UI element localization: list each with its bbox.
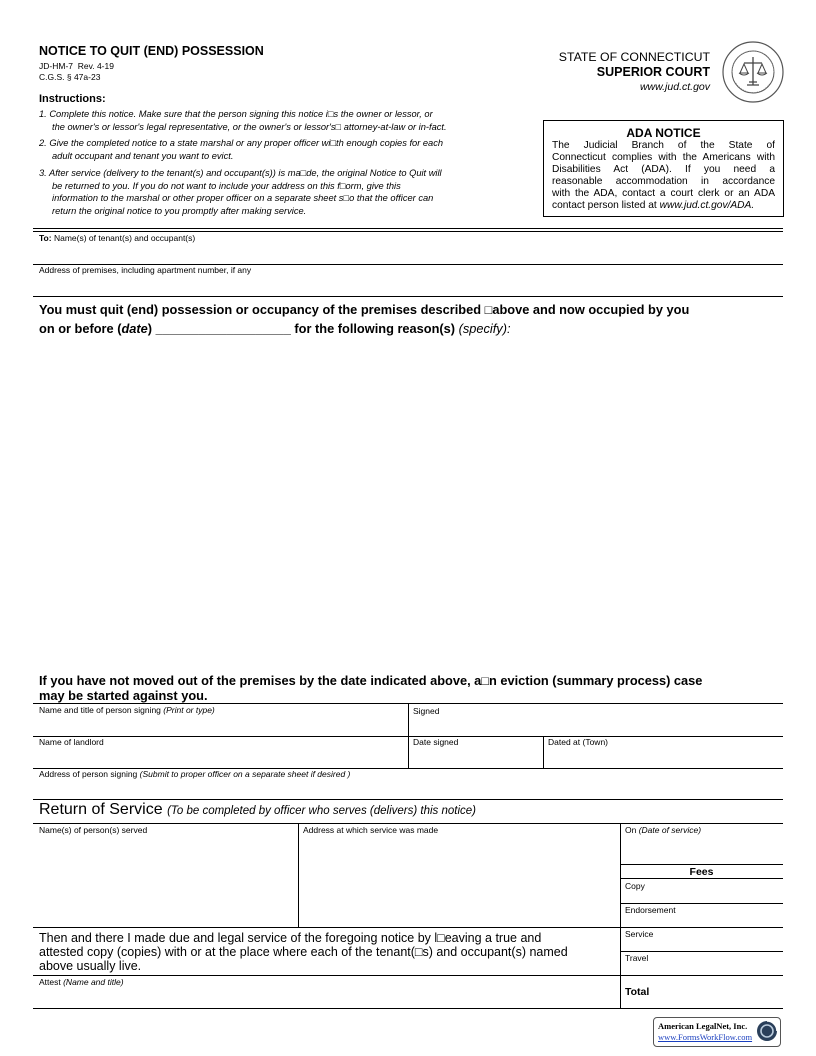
name-title-label bbox=[39, 705, 215, 715]
divider bbox=[33, 975, 783, 976]
divider bbox=[33, 799, 783, 800]
endorsement-fee-field[interactable] bbox=[621, 916, 783, 926]
premises-address-label: Address of premises, including apartment number, if any bbox=[39, 265, 252, 275]
instruction-3-line-3: information to the marshal or other proper officer on a separate sheet s□o that the officer can bbox=[52, 193, 434, 203]
service-fee-label: Service bbox=[625, 929, 654, 939]
attest-field[interactable] bbox=[33, 988, 619, 1007]
tenant-names-field[interactable] bbox=[33, 244, 783, 264]
ada-line-4: reasonable accommodation in accordance bbox=[552, 176, 775, 187]
legalnet-logo bbox=[756, 1020, 778, 1042]
service-date-field[interactable] bbox=[621, 836, 783, 863]
travel-fee-label: Travel bbox=[625, 953, 649, 963]
copy-fee-field[interactable] bbox=[621, 892, 783, 902]
persons-served-label: Name(s) of person(s) served bbox=[39, 825, 148, 835]
form-statute: C.G.S. § 47a-23 bbox=[39, 72, 101, 82]
persons-served-field[interactable] bbox=[33, 836, 297, 926]
form-id bbox=[39, 61, 114, 71]
instructions-heading: Instructions: bbox=[39, 93, 106, 105]
ada-notice-box bbox=[543, 120, 784, 217]
dated-at-label: Dated at (Town) bbox=[548, 737, 608, 747]
form-revision: Rev. 4-19 bbox=[77, 61, 114, 71]
signer-address-label bbox=[39, 769, 350, 779]
divider bbox=[620, 878, 783, 879]
service-statement-line-1: Then and there I made due and legal service of the foregoing notice by l□eaving a true and bbox=[39, 931, 542, 945]
attest-label-text: Attest bbox=[39, 977, 64, 987]
warning-line-2: may be started against you. bbox=[39, 688, 208, 703]
divider bbox=[33, 1008, 783, 1009]
ada-line-6-prefix: contact person listed at bbox=[552, 200, 660, 211]
divider bbox=[33, 296, 783, 297]
reasons-field[interactable] bbox=[33, 345, 783, 665]
signer-address-note: (Submit to proper officer on a separate sheet if desired ) bbox=[139, 769, 351, 779]
globe-icon bbox=[756, 1020, 778, 1042]
date-signed-label: Date signed bbox=[413, 737, 459, 747]
divider bbox=[33, 927, 783, 928]
legalnet-brand: American LegalNet, Inc. bbox=[658, 1021, 748, 1031]
instruction-3-line-1: 3. After service (delivery to the tenant(s) and occupant(s)) is ma□de, the original Notice to Quit will bbox=[39, 168, 442, 178]
address-served-label: Address at which service was made bbox=[303, 825, 439, 835]
divider bbox=[33, 823, 783, 824]
court-name: SUPERIOR COURT bbox=[596, 65, 710, 79]
total-fee-field[interactable] bbox=[660, 984, 782, 1004]
service-date-note: (Date of service) bbox=[638, 825, 702, 835]
return-of-service-subtitle: (To be completed by officer who serves (delivers) this notice) bbox=[167, 805, 476, 817]
ada-line-2: Connecticut complies with the Americans with bbox=[552, 152, 775, 163]
name-title-note: (Print or type) bbox=[163, 705, 215, 715]
dated-at-field[interactable] bbox=[544, 748, 783, 767]
form-title: NOTICE TO QUIT (END) POSSESSION bbox=[39, 44, 264, 58]
signature-field[interactable] bbox=[409, 716, 783, 735]
ada-line-3: Disabilities Act (ADA). If you need a bbox=[552, 164, 775, 175]
signer-address-label-text: Address of person signing bbox=[39, 769, 140, 779]
tenant-names-label: Name(s) of tenant(s) and occupant(s) bbox=[53, 233, 196, 243]
premises-address-field[interactable] bbox=[33, 276, 783, 296]
endorsement-fee-label: Endorsement bbox=[625, 905, 676, 915]
service-date-label bbox=[625, 825, 701, 835]
divider bbox=[620, 903, 783, 904]
instruction-3-line-2: be returned to you. If you do not want to include your address on this f□orm, give this bbox=[52, 181, 401, 191]
legalnet-badge[interactable] bbox=[653, 1017, 781, 1047]
divider bbox=[620, 864, 783, 865]
date-word: date bbox=[121, 321, 148, 336]
total-fee-label: Total bbox=[625, 986, 650, 998]
date-signed-field[interactable] bbox=[409, 748, 542, 767]
service-fee-field[interactable] bbox=[621, 940, 783, 950]
return-of-service-header bbox=[39, 801, 476, 819]
instruction-2-line-1: 2. Give the completed notice to a state marshal or any proper officer wi□th enough copies for each bbox=[39, 138, 444, 148]
seal-icon bbox=[722, 41, 784, 103]
attest-label bbox=[39, 977, 124, 987]
name-title-label-text: Name and title of person signing bbox=[39, 705, 164, 715]
divider bbox=[33, 228, 783, 229]
divider bbox=[33, 231, 783, 232]
instruction-2-line-2: adult occupant and tenant you want to evict. bbox=[52, 151, 234, 161]
to-label: To: bbox=[39, 233, 52, 243]
ada-line-1: The Judicial Branch of the State of bbox=[552, 140, 775, 151]
to-label-row bbox=[39, 233, 195, 243]
court-website[interactable]: www.jud.ct.gov bbox=[639, 81, 710, 93]
service-statement-line-2: attested copy (copies) with or at the place where each of the tenant(□s) and occupant(s) named bbox=[39, 945, 568, 959]
fees-label: Fees bbox=[689, 866, 714, 878]
form-number: JD-HM-7 bbox=[39, 61, 73, 71]
divider bbox=[33, 736, 783, 737]
landlord-label: Name of landlord bbox=[39, 737, 104, 747]
ada-line-5: with the ADA, contact a court clerk or an ADA bbox=[552, 188, 775, 199]
ada-link[interactable]: www.jud.ct.gov/ADA. bbox=[659, 200, 755, 211]
travel-fee-field[interactable] bbox=[621, 964, 783, 974]
copy-fee-label: Copy bbox=[625, 881, 645, 891]
instruction-1-line-2: the owner's or lessor's legal representative, or the owner's or lessor's□ attorney-at-law or in-fact. bbox=[52, 122, 447, 132]
warning-line-1: If you have not moved out of the premises by the date indicated above, a□n eviction (summary process) case bbox=[39, 673, 703, 688]
signer-name-field[interactable] bbox=[33, 716, 407, 735]
notice-line-2-end: ) ___________________ for the following reason(s) bbox=[147, 321, 459, 336]
return-of-service-title: Return of Service bbox=[39, 801, 168, 818]
instruction-1-line-1: 1. Complete this notice. Make sure that the person signing this notice i□s the owner or lessor, or bbox=[39, 109, 433, 119]
legalnet-url[interactable]: www.FormsWorkFlow.com bbox=[658, 1032, 753, 1042]
address-served-field[interactable] bbox=[299, 836, 619, 926]
specify-note: (specify): bbox=[458, 321, 511, 336]
divider bbox=[620, 951, 783, 952]
attest-note: (Name and title) bbox=[63, 977, 124, 987]
instruction-3-line-4: return the original notice to you promptly after making service. bbox=[52, 206, 307, 216]
state-name: STATE OF CONNECTICUT bbox=[558, 50, 710, 64]
notice-line-1: You must quit (end) possession or occupancy of the premises described □above and now occupied by you bbox=[39, 302, 690, 317]
notice-line-2-start: on or before ( bbox=[39, 321, 122, 336]
signer-address-field[interactable] bbox=[33, 780, 783, 798]
signed-label: Signed bbox=[413, 706, 440, 716]
ada-notice-title: ADA NOTICE bbox=[626, 126, 701, 140]
ada-line-6 bbox=[552, 200, 775, 212]
service-statement-line-3: above usually live. bbox=[39, 959, 142, 973]
quit-date-field[interactable] bbox=[162, 322, 299, 338]
judicial-branch-seal bbox=[722, 41, 784, 103]
landlord-name-field[interactable] bbox=[33, 748, 407, 767]
on-label: On bbox=[625, 825, 639, 835]
